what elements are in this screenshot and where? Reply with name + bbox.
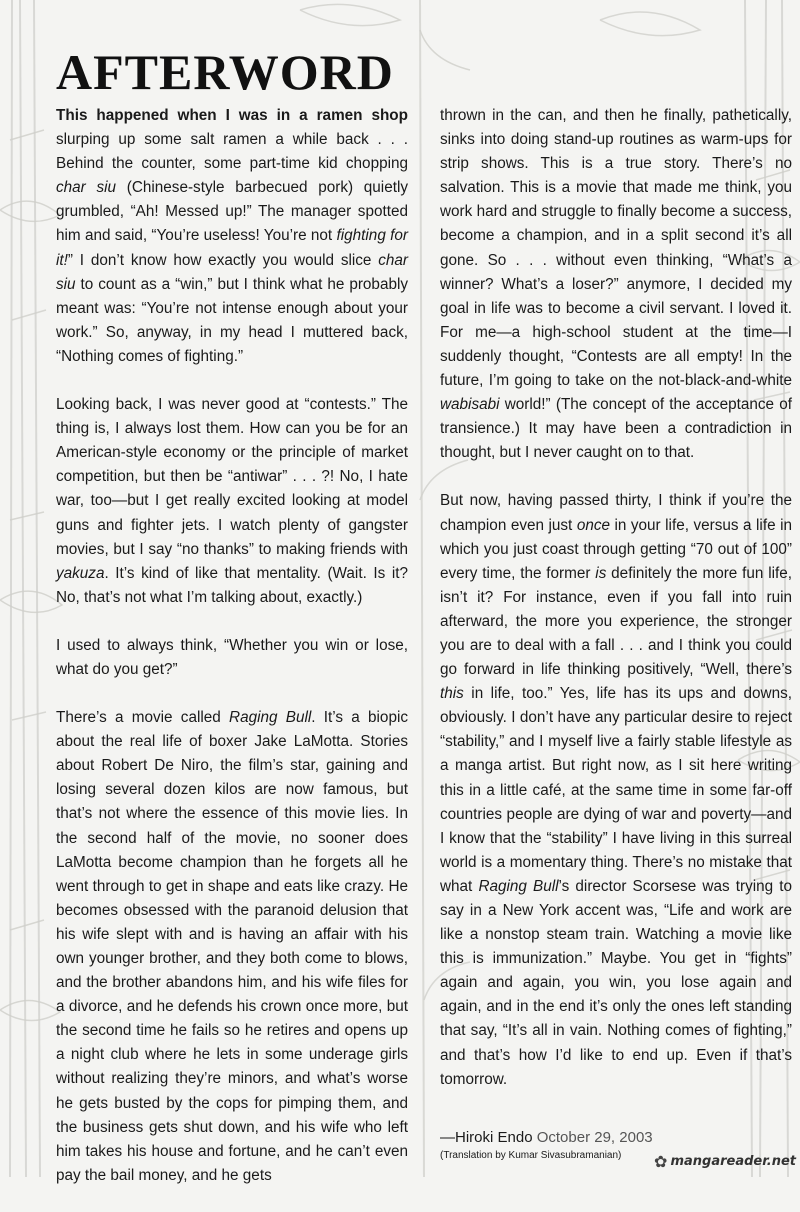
paragraph-contests [56,393,408,610]
text-run: in your life, versus a life in which you just coast through getting “70 out of 100” every time, the former [440,516,792,582]
paragraph-continuation [440,104,792,465]
page-title: AFTERWORD [56,44,394,100]
italic-term: once [576,516,610,534]
paragraph-champion [440,489,792,1091]
text-run: I used to always think, “Whether you win or lose, what do you get?” [56,636,408,678]
paragraph-win-or-lose [56,634,408,682]
italic-term: fighting for it! [56,227,408,269]
left-column [56,104,408,1212]
text-run: Looking back, I was never good at “contests.” The thing is, I always lost them. How can you be for an American-style economy or the principle of market competition, but then be “antiwar” . . . ?! No, I hate war, too—but I get really excited looking at model guns and fighter jets. I watch plenty of gangster movies, but I say “no thanks” to making friends with [56,396,408,558]
italic-term: yakuza [56,564,105,582]
watermark-text: mangareader.net [670,1154,796,1169]
text-run: to count as a “win,” but I think what he probably meant was: “You’re not intense enough about your work.” So, anyway, in my head I muttered back, “Nothing comes of fighting.” [56,275,408,365]
italic-term: is [595,564,607,582]
italic-term: wabisabi [440,396,500,414]
paragraph-intro [56,104,408,369]
site-watermark [654,1152,796,1171]
italic-term: char siu [56,251,408,293]
text-run: But now, having passed thirty, I think if you’re the champion even just [440,492,792,534]
text-run: ” I don’t know how exactly you would slice [67,251,379,269]
lead-phrase: This happened when I was in a ramen shop [56,107,408,124]
author-name: —Hiroki Endo [440,1128,533,1146]
text-run: world!” (The concept of the acceptance of transience.) It may have been a contradiction in thought, but I never caught on to that. [440,396,792,462]
text-run: definitely the more fun life, isn’t it? For instance, even if you fall into ruin afterward, the more you experience, the stronger you are to deal with a fall . . . and I think you could go forward in life thinking positively, “Well, there’s [440,564,793,679]
text-run: There’s a movie called [56,709,230,727]
text-run: . It’s a biopic about the real life of boxer Jake LaMotta. Stories about Robert De Niro, the film’s star, gaining and losing several dozen kilos are now famous, but that’s not where the essence of this movie lies. In the second half of the movie, no sooner does LaMotta become champion than he forgets all he went through to get in shape and eats like crazy. He becomes obsessed with the paranoid delusion that his wife slept with and is having an affair with his own younger brother, and they both come to blows, and the brother abandons him, and his wife files for a divorce, and he defends his crown once more, but the second time he fails so he retires and opens up a night club where he lets in some underage girls without realizing they’re minors, and what’s worse he gets busted by the cops for pimping them, and the business gets shut down, and his wife who left him takes his house and fortune, and he can’t even pay the bail money, and he gets [56,709,408,1184]
italic-term: char siu [56,179,117,197]
text-run: (Chinese-style barbecued pork) quietly grumbled, “Ah! Messed up!” The manager spotted him and said, “You’re useless! You’re not [56,179,408,245]
italic-term: this [440,685,464,703]
right-column [440,104,792,1163]
text-run: . It’s kind of like that mentality. (Wait. Is it? No, that’s not what I’m talking about, exactly.) [56,564,408,606]
mascot-icon: ✿ [654,1152,668,1171]
translation-credit: (Translation by Kumar Sivasubramanian) [440,1149,622,1161]
text-run: slurping up some salt ramen a while back . . . Behind the counter, some part-time kid chopping [56,131,408,173]
text-run: in life, too.” Yes, life has its ups and downs, obviously. I don’t have any particular desire to reject “stability,” and I myself live a fairly stable lifestyle as a manga artist. But right now, as I sit here writing this in a little café, at the same time in some far-off countries people are dying of war and poverty—and I know that the “stability” I have living in this surreal world is a momentary thing. There’s no mistake that what [440,685,792,895]
signature-date: October 29, 2003 [536,1128,653,1146]
italic-term: Raging Bull [478,877,559,895]
text-run: ’s director Scorsese was trying to say in a New York accent was, “Life and work are like a nonstop steam train. Watching a movie like this is immunization.” Maybe. You get in “fights” again and again, you win, you lose again and again, and in the end it’s only the ones left standing that say, “It’s all in vain. Nothing comes of fighting,” and that’s how I’d like to end up. Even if that’s tomorrow. [440,877,793,1088]
signature [440,1128,792,1148]
italic-term: Raging Bull [229,709,312,727]
text-run: thrown in the can, and then he finally, pathetically, sinks into doing stand-up routines as warm-ups for strip shows. This is a true story. There’s no salvation. This is a movie that made me think, you work hard and struggle to finally become a success, become a champion, and in a split second it’s all gone. So . . . without even thinking, “What’s a winner? What’s a loser?” anymore, I decided my goal in life was to become a civil servant. I loved it. For me—a high-school student at the time—I suddenly thought, “Contests are all empty! In the future, I’m going to take on the not-black-and-white [440,107,792,390]
paragraph-raging-bull [56,706,408,1188]
